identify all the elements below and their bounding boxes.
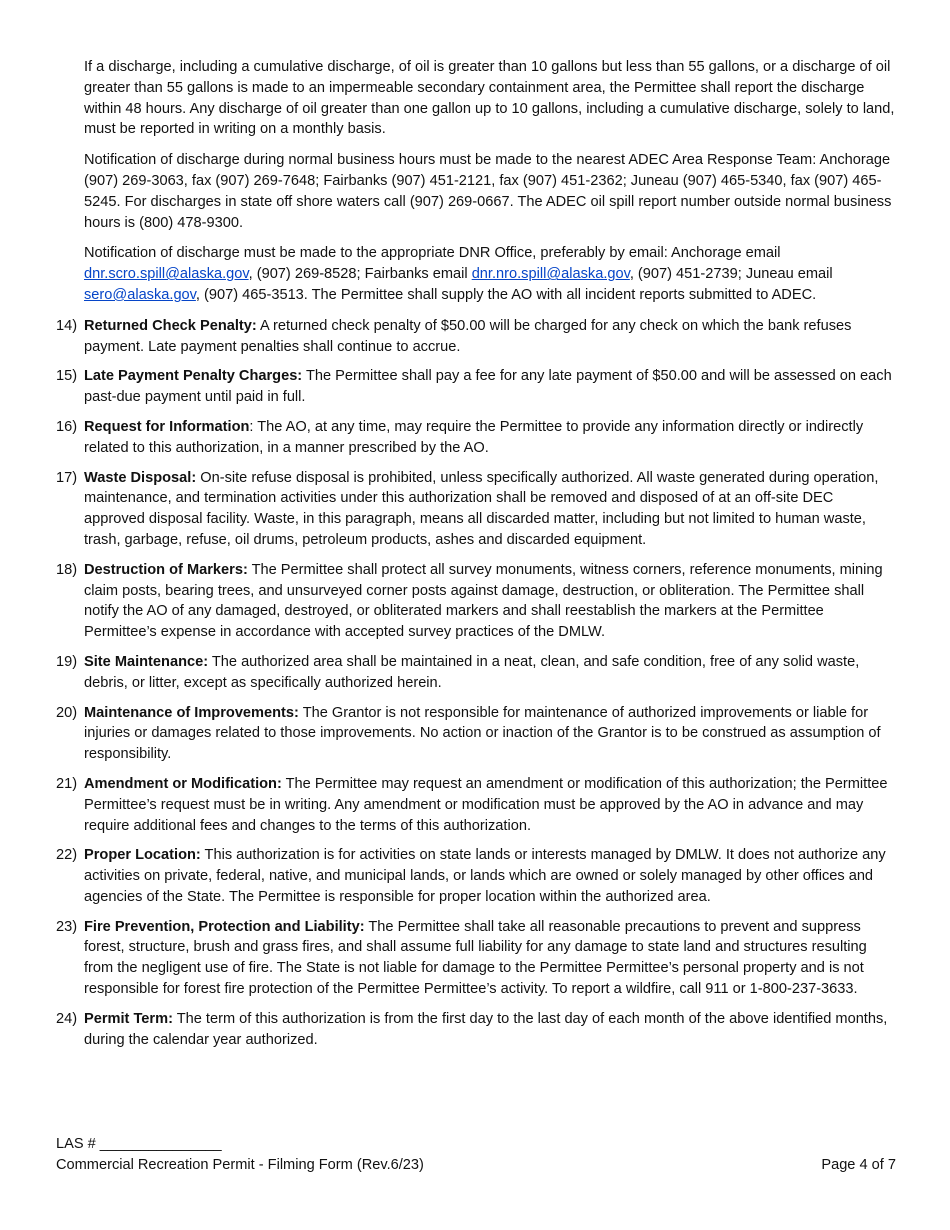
item-title: Fire Prevention, Protection and Liability:: [84, 918, 365, 935]
item-title: Proper Location:: [84, 847, 201, 864]
item-text: : The AO, at any time, may require the Permittee to provide any information directly or indirectly related to this authorization, in a manner prescribed by the AO.: [84, 418, 864, 456]
item-text: The term of this authorization is from the first day to the last day of each month of the above identified months, during the calendar year authorized.: [84, 1010, 888, 1048]
page-footer: [56, 1134, 896, 1176]
item-title: Maintenance of Improvements:: [84, 704, 299, 721]
item-number: 24): [56, 1010, 78, 1027]
item-number: 22): [56, 847, 78, 864]
list-item-22: [56, 845, 896, 907]
item-number: 23): [56, 918, 78, 935]
item-text: A returned check penalty of $50.00 will be charged for any check on which the bank refuses payment. Late payment penalties shall continue to accrue.: [84, 317, 852, 355]
dnr-text-3: , (907) 451-2739; Juneau email: [629, 266, 833, 283]
list-item-15: [56, 366, 896, 408]
form-title: Commercial Recreation Permit - Filming Form (Rev.6/23): [56, 1156, 424, 1173]
anchorage-email-link[interactable]: dnr.scro.spill@alaska.gov: [84, 266, 249, 283]
item-title: Late Payment Penalty Charges:: [84, 368, 303, 385]
list-item-21: [56, 774, 896, 836]
dnr-text-1: Notification of discharge must be made to the appropriate DNR Office, preferably by email: Anchorage email: [84, 245, 781, 262]
item-title: Destruction of Markers:: [84, 561, 248, 578]
list-item-16: [56, 417, 896, 459]
item-text: The authorized area shall be maintained in a neat, clean, and safe condition, free of any solid waste, debris, or litter, except as specifically authorized herein.: [84, 653, 860, 691]
item-title: Permit Term:: [84, 1010, 173, 1027]
item-number: 19): [56, 653, 78, 670]
las-number-line: LAS # _______________: [56, 1136, 222, 1152]
item-number: 15): [56, 368, 78, 385]
discharge-reporting-paragraph: If a discharge, including a cumulative discharge, of oil is greater than 10 gallons but less than 55 gallons, or a discharge of oil greater than 55 gallons is made to an impermeable secondary containment area, the Permittee shall report the discharge within 48 hours. Any discharge of oil greater than one gallon up to 10 gallons, including a cumulative discharge, solely to land, must be reported in writing on a monthly basis.: [84, 59, 895, 138]
item-text: The Permittee shall take all reasonable precautions to prevent and suppress forest, structure, brush and grass fires, and shall assume full liability for any damage to state land and structures resulting from the negligent use of fire. The State is not liable for damage to the Permittee Permittee’s personal property and is not responsible for forest fire protection of the Permittee Permittee’s activity. To report a wildfire, call 911 or 1-800-237-3633.: [84, 918, 867, 998]
page-number: Page 4 of 7: [821, 1156, 896, 1173]
item-title: Amendment or Modification:: [84, 775, 282, 792]
item-title: Waste Disposal:: [84, 469, 197, 486]
item-number: 17): [56, 469, 78, 486]
list-item-18: [56, 560, 896, 643]
item-number: 21): [56, 775, 78, 792]
item-title: Request for Information: [84, 418, 250, 435]
document-page: [56, 57, 896, 1059]
dnr-notification-paragraph: [84, 243, 896, 305]
item-text: The Grantor is not responsible for maintenance of authorized improvements or liable for injuries or damages related to those improvements. No action or inaction of the Grantor is to be construed as assumption of responsibility.: [84, 704, 881, 763]
juneau-email-link[interactable]: sero@alaska.gov: [84, 286, 196, 303]
dnr-text-2: , (907) 269-8528; Fairbanks email: [248, 266, 472, 283]
dnr-text-4: , (907) 465-3513. The Permittee shall supply the AO with all incident reports submitted to ADEC.: [195, 286, 817, 303]
fairbanks-email-link[interactable]: dnr.nro.spill@alaska.gov: [471, 266, 630, 283]
item-number: 16): [56, 418, 78, 435]
item-text: This authorization is for activities on state lands or interests managed by DMLW. It does not authorize any activities on private, federal, native, and municipal lands, or lands which are owned or solely managed by other offices and agencies of the State. The Permittee is responsible for proper location within the authorized area.: [84, 847, 886, 905]
item-text: On-site refuse disposal is prohibited, unless specifically authorized. All waste generated during operation, maintenance, and termination activities under this authorization shall be removed and disposed of at an off-site DEC approved disposal facility. Waste, in this paragraph, means all discarded matter, including but not limited to human waste, trash, garbage, refuse, oil drums, petroleum products, ashes and discarded equipment.: [84, 469, 879, 548]
list-item-24: [56, 1009, 896, 1051]
item-title: Returned Check Penalty:: [84, 317, 257, 334]
adec-notification-paragraph: Notification of discharge during normal business hours must be made to the nearest ADEC Area Response Team: Anchorage (907) 269-3063, fax (907) 269-7648; Fairbanks (907) 451-2121, fax (907) 451-2362; Juneau (907) 465-5340, fax (907) 465-5245. For discharges in state off shore waters call (907) 269-0667. The ADEC oil spill report number outside normal business hours is (800) 478-9300.: [84, 152, 892, 231]
list-item-20: [56, 703, 896, 765]
list-item-23: [56, 917, 896, 1000]
item-number: 18): [56, 561, 78, 578]
item-text: The Permittee may request an amendment or modification of this authorization; the Permittee Permittee’s request must be in writing. Any amendment or modification must be approved by the AO in advance and may require additional fees and changes to the terms of this authorization.: [84, 775, 888, 834]
list-item-14: [56, 316, 896, 358]
item-text: The Permittee shall protect all survey monuments, witness corners, reference monuments, mining claim posts, bearing trees, and unsurveyed corner posts against damage, destruction, or obliteration. The Permittee shall notify the AO of any damaged, destroyed, or obliterated markers and shall reestablish the markers at the Permittee Permittee’s expense in accordance with accepted survey practices of the DMLW.: [84, 561, 883, 641]
item-text: The Permittee shall pay a fee for any late payment of $50.00 and will be assessed on each past-due payment until paid in full.: [84, 368, 892, 406]
list-item-17: [56, 468, 896, 551]
item-title: Site Maintenance:: [84, 653, 209, 670]
list-item-19: [56, 652, 896, 694]
item-number: 20): [56, 704, 78, 721]
item-number: 14): [56, 317, 78, 334]
